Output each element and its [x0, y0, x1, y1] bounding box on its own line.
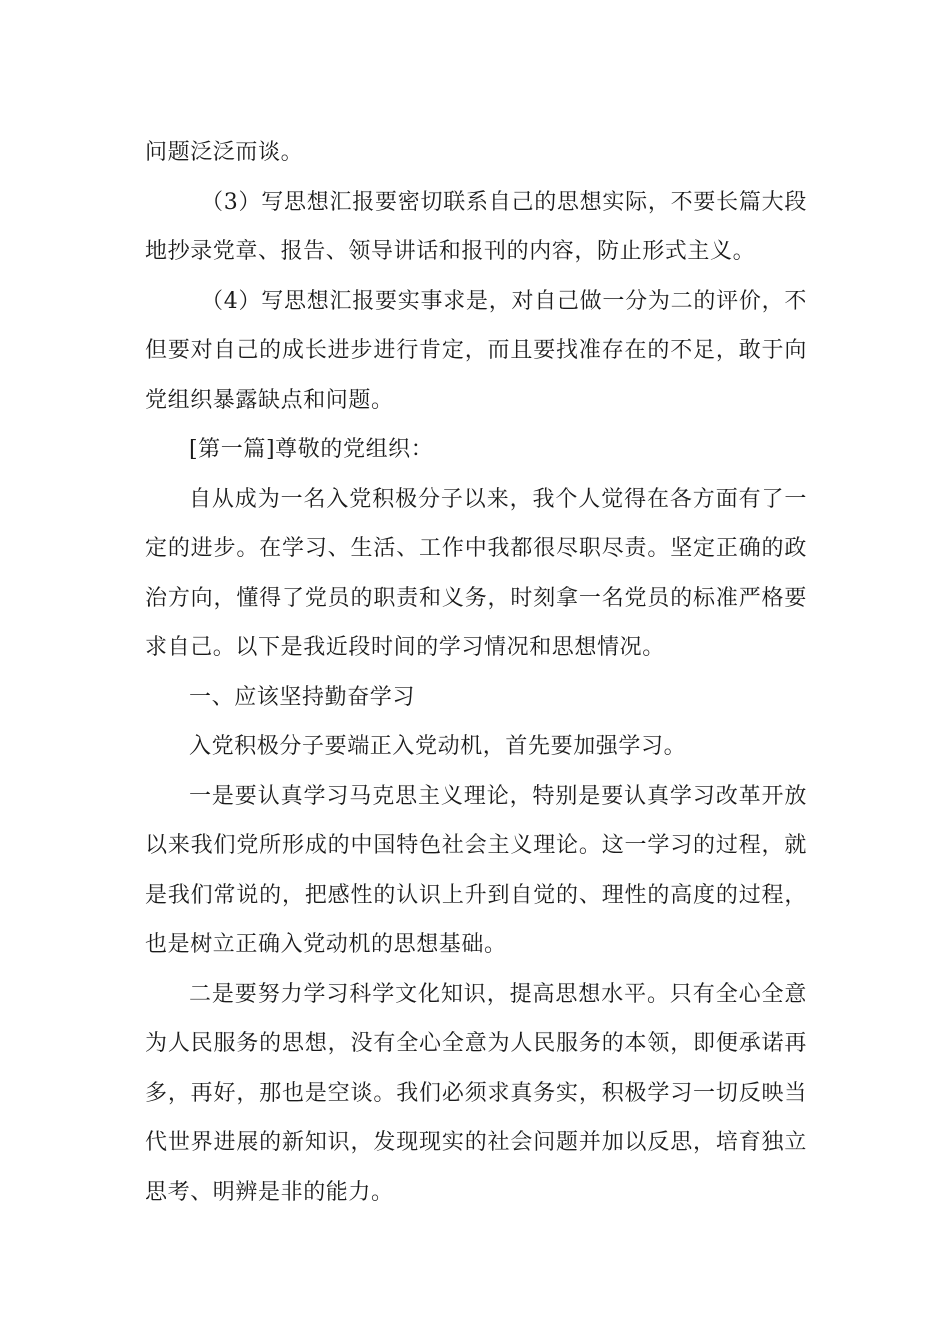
paragraph-salutation: [第一篇]尊敬的党组织：: [189, 437, 434, 462]
paragraph-intro: 自从成为一名入党积极分子以来，我个人觉得在各方面有了一定的进步。在学习、生活、工作中我都很尽职尽责。坚定正确的政治方向，懂得了党员的职责和义务，时刻拿一名党员的标准严格要求自己。以下是我近段时间的学习情况和思想情况。: [145, 486, 807, 660]
section-heading: 一、应该坚持勤奋学习: [189, 684, 416, 710]
paragraph-point-3: （3）写思想汇报要密切联系自己的思想实际，不要长篇大段地抄录党章、报告、领导讲话和报刊的内容，防止形式主义。: [145, 189, 807, 264]
document-body: [145, 128, 807, 1217]
paragraph-point-two: 二是要努力学习科学文化知识，提高思想水平。只有全心全意为人民服务的思想，没有全心全意为人民服务的本领，即便承诺再多，再好，那也是空谈。我们必须求真务实，积极学习一切反映当代世界进展的新知识，发现现实的社会问题并加以反思，培育独立思考、明辨是非的能力。: [145, 981, 807, 1205]
paragraph-point-4: （4）写思想汇报要实事求是，对自己做一分为二的评价，不但要对自己的成长进步进行肯定，而且要找准存在的不足，敢于向党组织暴露缺点和问题。: [145, 288, 807, 413]
paragraph-continuation: 问题泛泛而谈。: [145, 140, 304, 165]
paragraph-point-one: 一是要认真学习马克思主义理论，特别是要认真学习改革开放以来我们党所形成的中国特色社会主义理论。这一学习的过程，就是我们常说的，把感性的认识上升到自觉的、理性的高度的过程，也是树立正确入党动机的思想基础。: [145, 783, 807, 957]
paragraph-section-lead: 入党积极分子要端正入党动机，首先要加强学习。: [189, 734, 687, 759]
